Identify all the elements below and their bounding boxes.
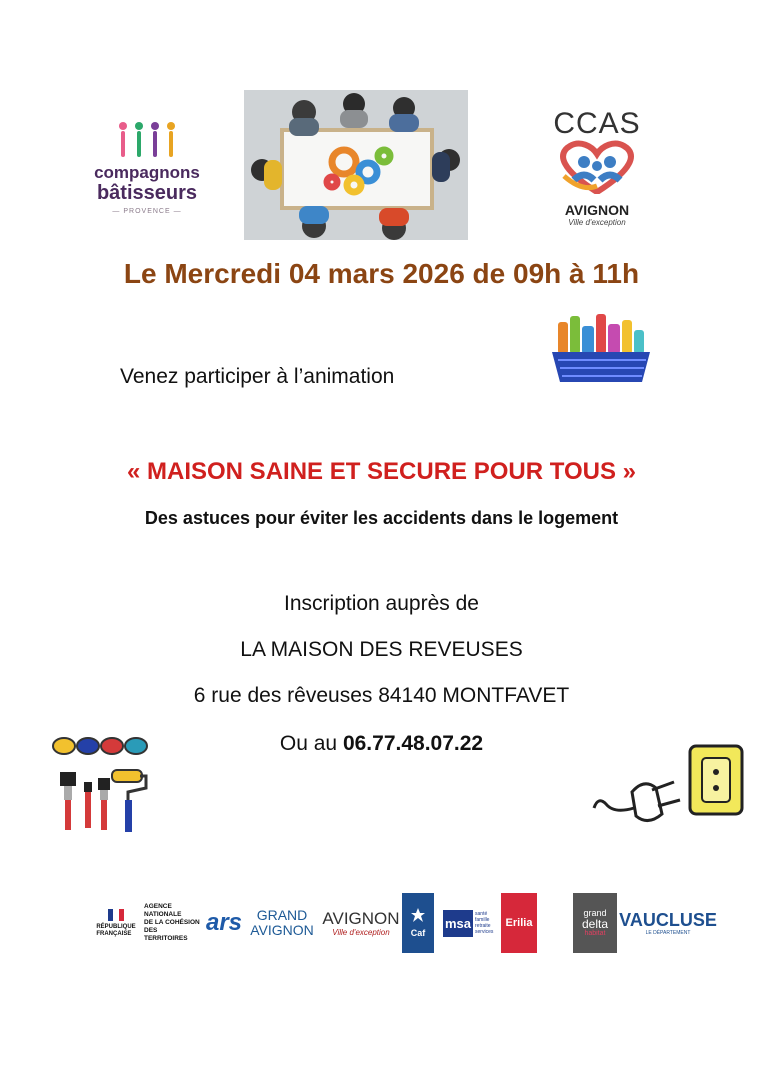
registration-address: 6 rue des rêveuses 84140 MONTFAVET [193,684,570,707]
grand-delta-line2: delta [581,916,609,931]
ccas-avignon-logo [545,108,649,230]
batisseurs-text: bâtisseurs [96,182,198,204]
ccas-title: CCAS [553,107,641,140]
vaucluse-subtitle: LE DÉPARTEMENT [645,930,691,936]
event-date: Le Mercredi 04 mars 2026 de 09h à 11h [123,258,640,289]
partner-vaucluse [619,893,717,953]
team-meeting-photo [244,90,468,240]
grand-delta-line1: grand [583,907,607,918]
phone-prefix: Ou au [279,732,343,755]
team-meeting-illustration [244,90,468,240]
avignon-tagline: Ville d'exception [332,927,390,937]
anct-line3: DE LA COHÉSION [144,919,200,926]
event-subtitle: Des astuces pour éviter les accidents dans le logement [144,508,619,528]
provence-text: — PROVENCE — [112,208,182,215]
ars-text: ars [205,909,243,936]
paint-pots-brushes-icon [52,734,152,838]
people-icon [92,118,202,158]
partner-avignon [321,893,401,953]
partner-msa [440,893,498,953]
partner-ars [204,893,244,953]
cleaning-products-basket-icon [548,312,654,386]
compagnons-text: compagnons [94,163,200,182]
grand-delta-line3: habitat [584,929,606,937]
plug-socket-icon [592,742,746,836]
partner-grand-delta [573,893,617,953]
heart-family-icon [552,140,642,194]
republique-line1: RÉPUBLIQUE [96,923,136,930]
phone-number: 06.77.48.07.22 [342,732,484,755]
registration-intro: Inscription auprès de [284,592,479,615]
msa-tagline: santé famille retraite services [475,911,494,935]
caf-star-icon [411,908,425,922]
registration-venue: LA MAISON DES REVEUSES [240,638,523,661]
anct-line2: NATIONALE [144,911,182,918]
republique-line2: FRANÇAISE [96,930,132,937]
anct-line4: DES TERRITOIRES [144,927,188,942]
grand-avignon-line2: AVIGNON [250,922,314,938]
avignon-name: AVIGNON [322,908,400,928]
marianne-flag-icon [108,909,124,921]
grand-avignon-line1: GRAND [256,907,308,923]
partner-anct [144,893,200,953]
ccas-tagline: Ville d'exception [568,218,626,227]
compagnons-batisseurs-logo [92,118,202,230]
caf-text: Caf [410,928,426,938]
partner-grand-avignon [246,893,318,953]
partner-republique-francaise [92,893,140,953]
partner-caf [402,893,434,953]
partner-erilia [501,893,537,953]
ccas-city: AVIGNON [564,202,630,218]
erilia-text: Erilia [505,917,533,929]
event-title: « MAISON SAINE ET SECURE POUR TOUS » [127,458,636,485]
anct-line1: AGENCE [144,903,172,910]
vaucluse-text: VAUCLUSE [619,910,717,930]
msa-text: msa [443,910,473,937]
event-intro: Venez participer à l’animation [120,365,395,388]
